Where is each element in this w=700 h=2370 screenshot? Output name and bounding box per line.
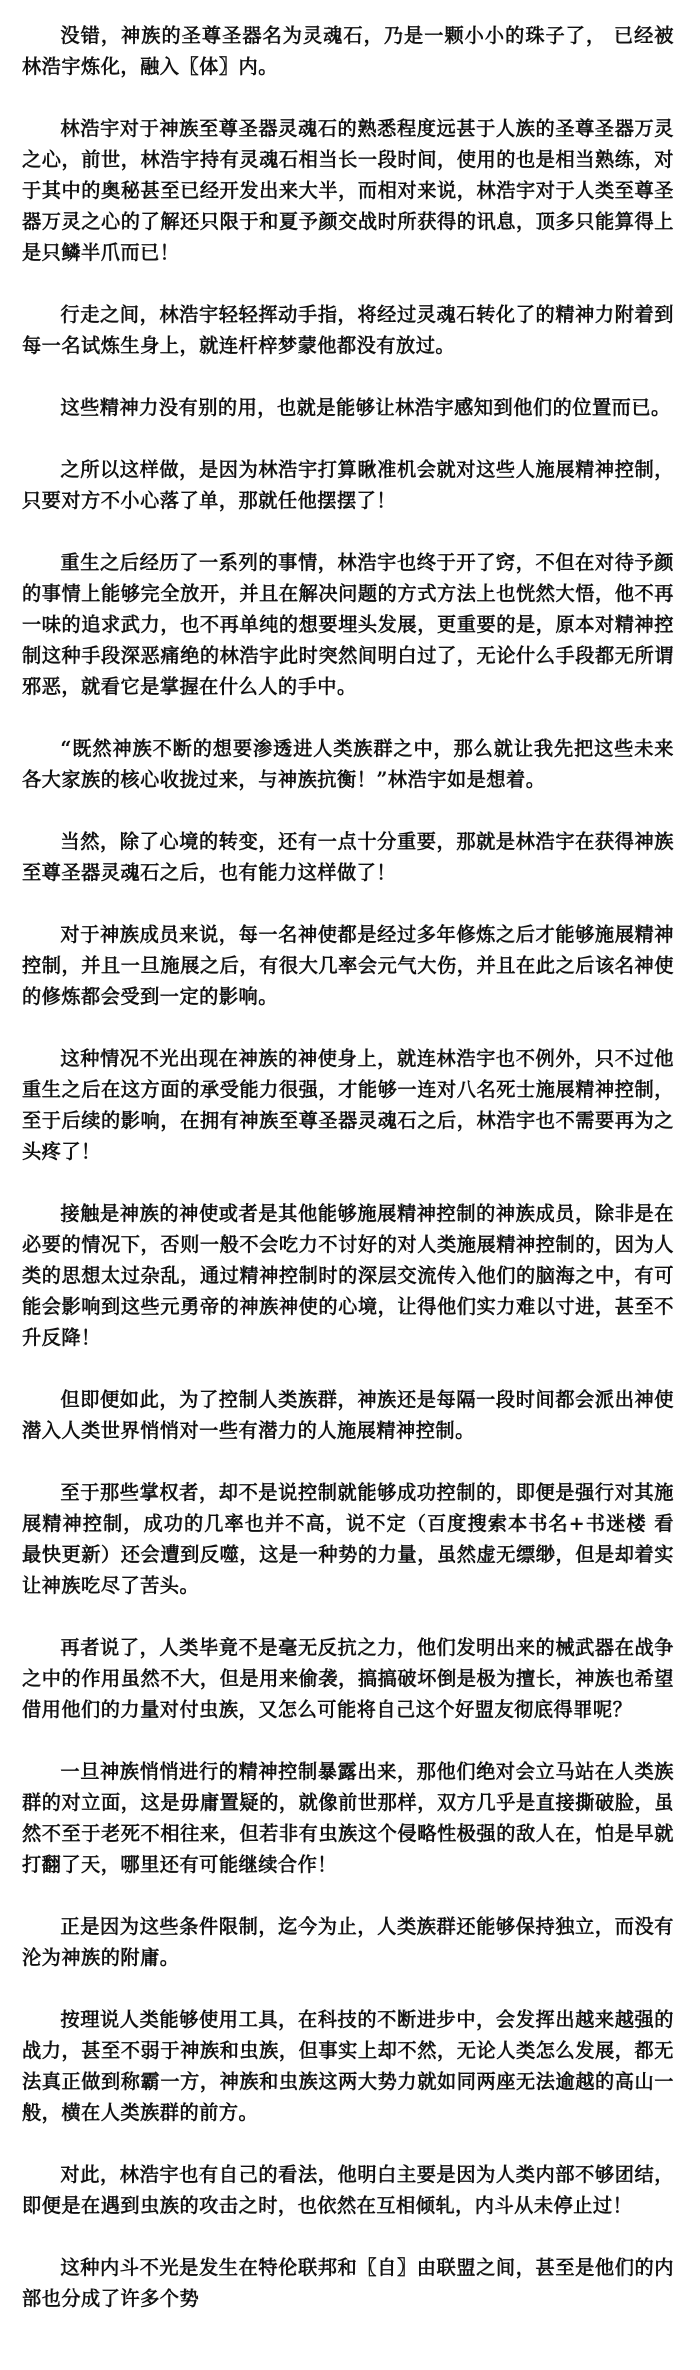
paragraph-11: 接触是神族的神使或者是其他能够施展精神控制的神族成员，除非是在必要的情况下，否则一般不会吃力不讨好的对人类施展精神控制的，因为人类的思想太过杂乱，通过精神控制时的深层交流传入他们的脑海之中，有可能会影响到这些元勇帝的神族神使的心境，让得他们实力难以寸进，甚至不升反降！	[22, 1202, 674, 1349]
paragraph-1: 没错，神族的圣尊圣器名为灵魂石，乃是一颗小小的珠子了， 已经被林浩宇炼化，融入〖体〗内。	[22, 24, 674, 78]
paragraph-19: 这种内斗不光是发生在特伦联邦和〖自〗由联盟之间，甚至是他们的内部也分成了许多个势	[22, 2256, 674, 2310]
paragraph-6: 重生之后经历了一系列的事情，林浩宇也终于开了窍，不但在对待予颜的事情上能够完全放开，并且在解决问题的方式方法上也恍然大悟，他不再一味的追求武力，也不再单纯的想要埋头发展，更重要的是，原本对精神控制这种手段深恶痛绝的林浩宇此时突然间明白过了，无论什么手段都无所谓邪恶，就看它是掌握在什么人的手中。	[22, 551, 674, 698]
paragraph-4: 这些精神力没有别的用，也就是能够让林浩宇感知到他们的位置而已。	[60, 396, 671, 419]
paragraph-gap	[22, 1012, 674, 1043]
paragraph-3: 行走之间，林浩宇轻轻挥动手指，将经过灵魂石转化了的精神力附着到每一名试炼生身上，就连杆梓梦蒙他都没有放过。	[22, 303, 674, 357]
paragraph-gap	[22, 516, 674, 547]
paragraph-gap	[22, 1167, 674, 1198]
paragraph-gap	[22, 361, 674, 392]
paragraph-gap	[22, 888, 674, 919]
paragraph-12: 但即便如此，为了控制人类族群，神族还是每隔一段时间都会派出神使潜入人类世界悄悄对一些有潜力的人施展精神控制。	[22, 1388, 674, 1442]
paragraph-2: 林浩宇对于神族至尊圣器灵魂石的熟悉程度远甚于人族的圣尊圣器万灵之心，前世，林浩宇持有灵魂石相当长一段时间，使用的也是相当熟练，对于其中的奥秘甚至已经开发出来大半，而相对来说，林浩宇对于人类至尊圣器万灵之心的了解还只限于和夏予颜交战时所获得的讯息，顶多只能算得上是只鳞半爪而已！	[22, 117, 674, 264]
paragraph-7: “既然神族不断的想要渗透进人类族群之中，那么就让我先把这些未来各大家族的核心收拢过来，与神族抗衡！”林浩宇如是想着。	[22, 737, 674, 791]
paragraph-gap	[22, 82, 674, 113]
paragraph-17: 按理说人类能够使用工具，在科技的不断进步中，会发挥出越来越强的战力，甚至不弱于神族和虫族，但事实上却不然，无论人类怎么发展，都无法真正做到称霸一方，神族和虫族这两大势力就如同两座无法逾越的高山一般，横在人类族群的前方。	[22, 2008, 674, 2124]
paragraph-18: 对此，林浩宇也有自己的看法，他明白主要是因为人类内部不够团结，即便是在遇到虫族的攻击之时，也依然在互相倾轧，内斗从未停止过！	[22, 2163, 674, 2217]
paragraph-gap	[22, 702, 674, 733]
paragraph-14: 再者说了，人类毕竟不是毫无反抗之力，他们发明出来的械武器在战争之中的作用虽然不大，但是用来偷袭，搞搞破坏倒是极为擅长，神族也希望借用他们的力量对付虫族，又怎么可能将自己这个好盟友彻底得罪呢？	[22, 1636, 674, 1721]
paragraph-gap	[22, 795, 674, 826]
paragraph-16: 正是因为这些条件限制，迄今为止，人类族群还能够保持独立，而没有沦为神族的附庸。	[22, 1915, 674, 1969]
paragraph-gap	[22, 2221, 674, 2252]
paragraph-9: 对于神族成员来说，每一名神使都是经过多年修炼之后才能够施展精神控制，并且一旦施展之后，有很大几率会元气大伤，并且在此之后该名神使的修炼都会受到一定的影响。	[22, 923, 674, 1008]
paragraph-gap	[22, 1880, 674, 1911]
paragraph-gap	[22, 1601, 674, 1632]
paragraph-gap	[22, 1353, 674, 1384]
paragraph-gap	[22, 1973, 674, 2004]
paragraph-8: 当然，除了心境的转变，还有一点十分重要，那就是林浩宇在获得神族至尊圣器灵魂石之后，也有能力这样做了！	[22, 830, 674, 884]
paragraph-gap	[22, 423, 674, 454]
paragraph-15: 一旦神族悄悄进行的精神控制暴露出来，那他们绝对会立马站在人类族群的对立面，这是毋庸置疑的，就像前世那样，双方几乎是直接撕破脸，虽然不至于老死不相往来，但若非有虫族这个侵略性极强的敌人在，怕是早就打翻了天，哪里还有可能继续合作！	[22, 1760, 674, 1876]
paragraph-5: 之所以这样做，是因为林浩宇打算瞅准机会就对这些人施展精神控制，只要对方不小心落了单，那就任他摆摆了！	[22, 458, 674, 512]
paragraph-gap	[22, 268, 674, 299]
paragraph-gap	[22, 1446, 674, 1477]
paragraph-gap	[22, 2128, 674, 2159]
paragraph-gap	[22, 1725, 674, 1756]
paragraph-13: 至于那些掌权者，却不是说控制就能够成功控制的，即便是强行对其施展精神控制，成功的几率也并不高，说不定（百度搜索本书名+书迷楼 看最快更新）还会遭到反噬，这是一种势的力量，虽然虚无缥缈，但是却着实让神族吃尽了苦头。	[22, 1481, 674, 1597]
paragraph-10: 这种情况不光出现在神族的神使身上，就连林浩宇也不例外，只不过他重生之后在这方面的承受能力很强，才能够一连对八名死士施展精神控制，至于后续的影响，在拥有神族至尊圣器灵魂石之后，林浩宇也不需要再为之头疼了！	[22, 1047, 674, 1163]
